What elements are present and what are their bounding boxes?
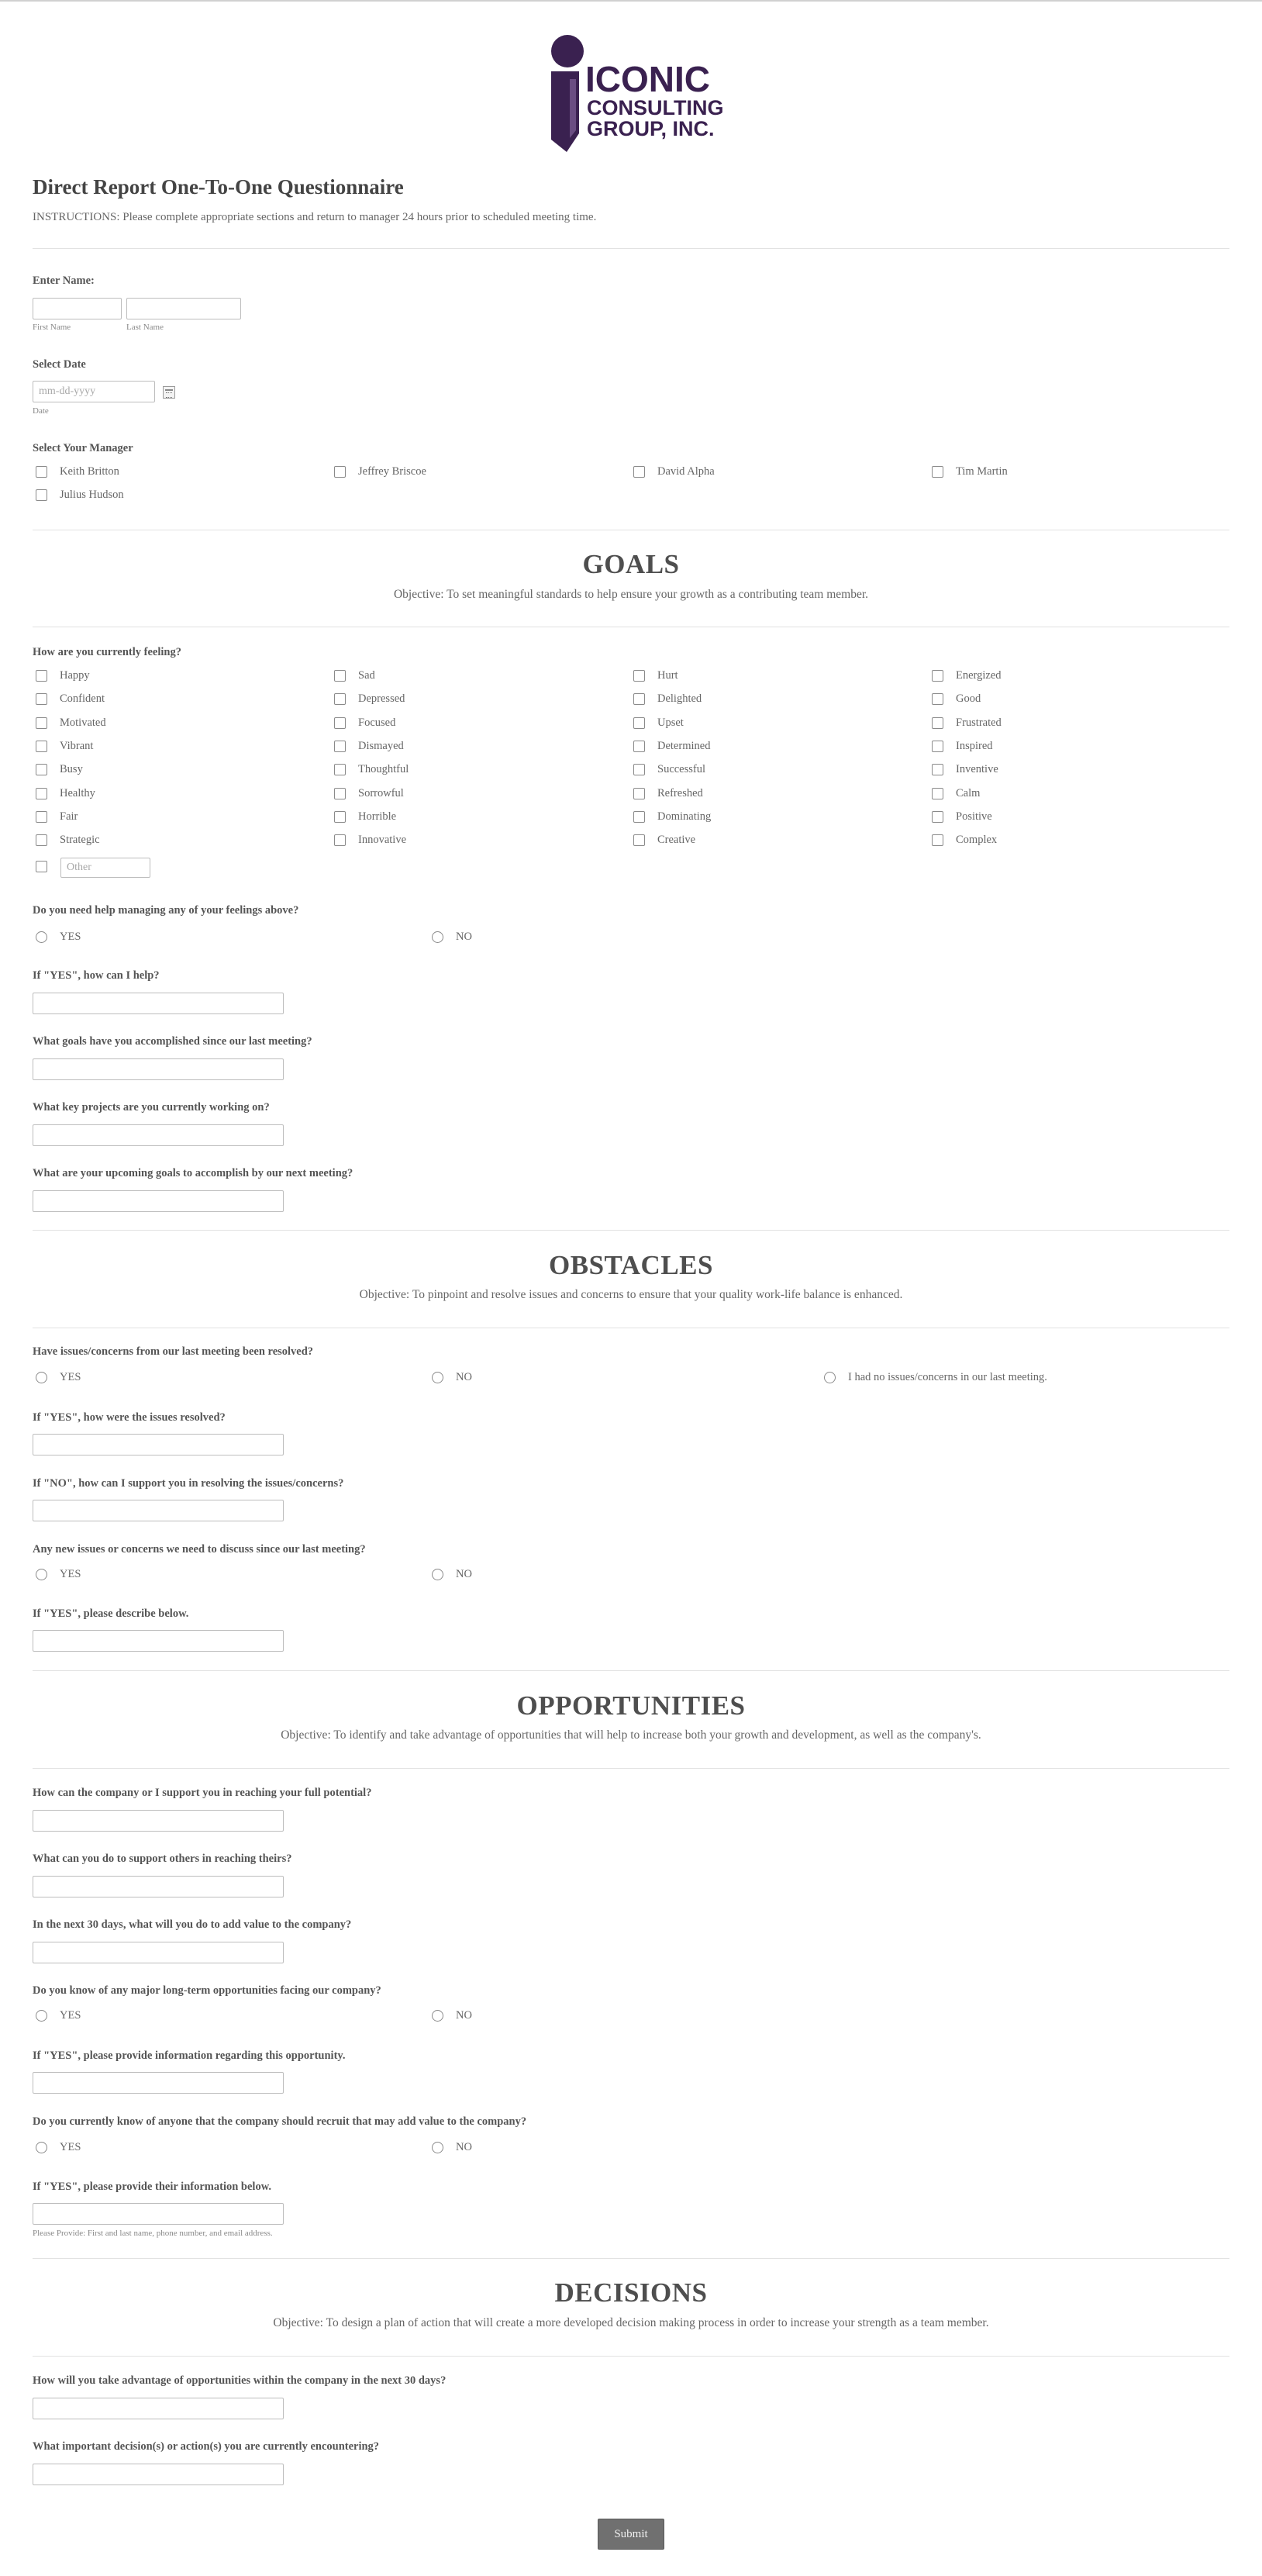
longterm-label: Do you know of any major long-term opportunities facing our company? <box>33 1984 381 1997</box>
feeling-option[interactable] <box>334 785 404 802</box>
checkbox[interactable] <box>334 811 346 823</box>
opportunities-heading: OPPORTUNITIES <box>516 1690 746 1721</box>
recruit-info-label: If "YES", please provide their information below. <box>33 2181 271 2193</box>
next-30-days-label: In the next 30 days, what will you do to add value to the company? <box>33 1918 352 1931</box>
feeling-label: Thoughtful <box>358 762 409 775</box>
checkbox[interactable] <box>334 670 346 682</box>
opp-info-label: If "YES", please provide information regarding this opportunity. <box>33 2049 346 2062</box>
projects-field[interactable] <box>33 1124 284 1146</box>
feeling-option[interactable] <box>932 831 997 848</box>
feeling-option[interactable] <box>36 667 90 684</box>
feeling-label: Depressed <box>358 692 405 705</box>
feeling-option[interactable] <box>36 737 93 754</box>
projects-label: What key projects are you currently working on? <box>33 1101 270 1114</box>
longterm-yes-option[interactable]: YES <box>36 2007 81 2024</box>
radio-button[interactable] <box>36 931 47 943</box>
checkbox[interactable] <box>633 693 645 705</box>
first-name-sublabel: First Name <box>33 323 71 332</box>
resolved-no-option[interactable]: NO <box>432 1369 472 1386</box>
help-yes-option[interactable]: YES <box>36 928 81 945</box>
opp-info-field[interactable] <box>33 2072 284 2094</box>
feeling-option[interactable] <box>633 785 703 802</box>
new-issues-label: Any new issues or concerns we need to discuss since our last meeting? <box>33 1543 366 1556</box>
obstacles-heading: OBSTACLES <box>549 1250 713 1280</box>
checkbox[interactable] <box>633 764 645 775</box>
feeling-label: Calm <box>956 786 981 799</box>
how-resolved-label: If "YES", how were the issues resolved? <box>33 1411 226 1424</box>
feeling-label: Busy <box>60 762 83 775</box>
divider <box>33 2356 1229 2357</box>
feeling-option[interactable] <box>36 714 106 731</box>
feeling-label: Positive <box>956 810 992 823</box>
manager-option[interactable]: Tim Martin <box>932 463 1008 480</box>
radio-button[interactable] <box>36 1372 47 1383</box>
feeling-option[interactable] <box>36 831 100 848</box>
advantage-input[interactable] <box>33 2398 283 2419</box>
important-decisions-input[interactable] <box>33 2464 283 2484</box>
feeling-option[interactable] <box>334 690 405 707</box>
help-no-option[interactable]: NO <box>432 928 472 945</box>
checkbox[interactable] <box>932 670 943 682</box>
checkbox[interactable] <box>36 466 47 478</box>
feeling-label: Fair <box>60 810 78 823</box>
feeling-option[interactable] <box>633 690 702 707</box>
obstacles-objective: Objective: To pinpoint and resolve issues and concerns to ensure that your quality work-life balance is enhanced. <box>359 1288 903 1301</box>
svg-text:ICONIC: ICONIC <box>585 59 710 99</box>
checkbox[interactable] <box>633 717 645 729</box>
checkbox[interactable] <box>334 834 346 846</box>
checkbox[interactable] <box>633 811 645 823</box>
feeling-label: Creative <box>657 833 696 846</box>
feeling-label: Strategic <box>60 833 100 846</box>
feeling-option[interactable] <box>36 761 83 778</box>
svg-text:CONSULTING: CONSULTING <box>587 96 724 119</box>
feeling-option[interactable] <box>633 808 711 825</box>
radio-button[interactable] <box>36 1569 47 1580</box>
decisions-heading: DECISIONS <box>554 2277 708 2308</box>
resolved-none-option[interactable]: I had no issues/concerns in our last meeting. <box>824 1369 1047 1386</box>
feeling-label: Confident <box>60 692 105 705</box>
goals-objective: Objective: To set meaningful standards to help ensure your growth as a contributing team member. <box>393 588 868 601</box>
how-resolved-field[interactable] <box>33 1434 284 1455</box>
opp-info-input[interactable] <box>33 2073 283 2093</box>
last-name-sublabel: Last Name <box>126 323 164 332</box>
feeling-option[interactable] <box>932 667 1002 684</box>
feeling-option[interactable] <box>36 808 78 825</box>
checkbox[interactable] <box>36 861 47 872</box>
radio-button[interactable] <box>432 2010 443 2022</box>
top-border <box>0 0 1262 2</box>
radio-button[interactable] <box>432 931 443 943</box>
goals-heading: GOALS <box>582 549 680 579</box>
checkbox[interactable] <box>932 741 943 752</box>
new-issues-no-option[interactable]: NO <box>432 1566 472 1583</box>
checkbox[interactable] <box>633 670 645 682</box>
feeling-other-field[interactable] <box>60 858 150 878</box>
feeling-label: Sorrowful <box>358 786 404 799</box>
feeling-label: Inventive <box>956 762 998 775</box>
how-help-field[interactable] <box>33 993 284 1014</box>
how-resolved-input[interactable] <box>33 1435 283 1455</box>
checkbox[interactable] <box>932 717 943 729</box>
feeling-label: Happy <box>60 668 90 682</box>
feeling-option[interactable] <box>334 808 396 825</box>
feeling-label: Inspired <box>956 739 993 752</box>
feeling-option[interactable] <box>36 690 105 707</box>
feeling-label: Motivated <box>60 716 106 729</box>
feeling-label: Successful <box>657 762 706 775</box>
feeling-option[interactable] <box>633 667 678 684</box>
svg-text:GROUP, INC.: GROUP, INC. <box>587 117 715 140</box>
feeling-label: Healthy <box>60 786 95 799</box>
recruit-no-option[interactable]: NO <box>432 2139 472 2156</box>
advantage-label: How will you take advantage of opportunities within the company in the next 30 days? <box>33 2374 447 2387</box>
checkbox[interactable] <box>36 670 47 682</box>
feeling-label: Dismayed <box>358 739 404 752</box>
last-name-input[interactable] <box>127 299 240 319</box>
feeling-option[interactable] <box>334 761 409 778</box>
support-resolving-field[interactable] <box>33 1500 284 1521</box>
checkbox[interactable] <box>334 717 346 729</box>
feeling-label: How are you currently feeling? <box>33 646 181 658</box>
checkbox[interactable] <box>36 717 47 729</box>
radio-button[interactable] <box>36 2010 47 2022</box>
checkbox[interactable] <box>932 466 943 478</box>
radio-button[interactable] <box>432 1372 443 1383</box>
checkbox[interactable] <box>932 834 943 846</box>
checkbox[interactable] <box>334 788 346 799</box>
accomplished-input[interactable] <box>33 1059 283 1079</box>
form-instructions: INSTRUCTIONS: Please complete appropriate sections and return to manager 24 hours prior to scheduled meeting time. <box>33 211 597 223</box>
potential-input[interactable] <box>33 1811 283 1831</box>
feeling-label: Good <box>956 692 981 705</box>
recruit-info-input[interactable] <box>33 2204 283 2224</box>
feeling-option[interactable] <box>36 785 95 802</box>
help-feelings-label: Do you need help managing any of your feelings above? <box>33 904 299 917</box>
checkbox[interactable] <box>932 764 943 775</box>
upcoming-goals-field[interactable] <box>33 1190 284 1212</box>
feeling-other-option[interactable] <box>36 858 60 875</box>
divider <box>33 1768 1229 1769</box>
checkbox[interactable] <box>334 693 346 705</box>
advantage-field[interactable] <box>33 2398 284 2419</box>
feeling-option[interactable] <box>932 690 981 707</box>
last-name-field[interactable] <box>126 298 241 319</box>
checkbox[interactable] <box>36 788 47 799</box>
describe-label: If "YES", please describe below. <box>33 1607 189 1620</box>
feeling-option[interactable] <box>334 714 395 731</box>
feeling-option[interactable] <box>633 831 695 848</box>
date-field[interactable] <box>33 381 155 402</box>
feeling-option[interactable] <box>932 737 993 754</box>
feeling-option[interactable] <box>633 761 705 778</box>
recruit-yes-option[interactable]: YES <box>36 2139 81 2156</box>
support-resolving-label: If "NO", how can I support you in resolving the issues/concerns? <box>33 1477 344 1490</box>
feeling-label: Hurt <box>657 668 678 682</box>
radio-button[interactable] <box>824 1372 836 1383</box>
checkbox[interactable] <box>36 741 47 752</box>
opportunities-objective: Objective: To identify and take advantage of opportunities that will help to increase both your growth and development, as well as the company's. <box>281 1728 981 1742</box>
checkbox[interactable] <box>36 811 47 823</box>
resolved-label: Have issues/concerns from our last meeting been resolved? <box>33 1345 314 1358</box>
feeling-option[interactable] <box>334 667 375 684</box>
describe-field[interactable] <box>33 1630 284 1652</box>
feeling-option[interactable] <box>932 714 1002 731</box>
decisions-objective: Objective: To design a plan of action that will create a more developed decision making process in order to increase your strength as a team member. <box>273 2316 989 2329</box>
form-title: Direct Report One-To-One Questionnaire <box>33 175 404 199</box>
resolved-yes-option[interactable]: YES <box>36 1369 81 1386</box>
feeling-label: Innovative <box>358 833 407 846</box>
checkbox[interactable] <box>334 741 346 752</box>
new-issues-yes-option[interactable]: YES <box>36 1566 81 1583</box>
longterm-no-option[interactable]: NO <box>432 2007 472 2024</box>
recruit-info-field[interactable] <box>33 2203 284 2225</box>
first-name-input[interactable] <box>33 299 121 319</box>
feeling-option[interactable] <box>932 808 992 825</box>
feeling-label: Dominating <box>657 810 712 823</box>
checkbox[interactable] <box>633 834 645 846</box>
feeling-label: Horrible <box>358 810 397 823</box>
important-decisions-label: What important decision(s) or action(s) you are currently encountering? <box>33 2440 380 2453</box>
radio-button[interactable] <box>36 2142 47 2153</box>
checkbox[interactable] <box>633 788 645 799</box>
next-30-days-field[interactable] <box>33 1942 284 1963</box>
projects-input[interactable] <box>33 1125 283 1145</box>
feeling-label: Determined <box>657 739 711 752</box>
checkbox[interactable] <box>36 764 47 775</box>
support-others-field[interactable] <box>33 1876 284 1897</box>
feeling-label: Focused <box>358 716 396 729</box>
submit-button[interactable]: Submit <box>598 2519 664 2550</box>
feeling-label: Vibrant <box>60 739 94 752</box>
divider <box>33 248 1229 249</box>
feeling-option[interactable] <box>932 785 980 802</box>
divider <box>33 2258 1229 2259</box>
recruit-label: Do you currently know of anyone that the company should recruit that may add value to the company? <box>33 2115 527 2128</box>
how-help-input[interactable] <box>33 993 283 1013</box>
feeling-option[interactable] <box>932 761 998 778</box>
checkbox[interactable] <box>932 693 943 705</box>
calendar-icon[interactable] <box>163 386 175 399</box>
recruit-hint: Please Provide: First and last name, phone number, and email address. <box>33 2229 273 2238</box>
divider <box>33 1670 1229 1671</box>
upcoming-goals-input[interactable] <box>33 1191 283 1211</box>
upcoming-goals-label: What are your upcoming goals to accomplish by our next meeting? <box>33 1167 353 1179</box>
manager-option[interactable]: Julius Hudson <box>36 486 124 503</box>
feeling-label: Frustrated <box>956 716 1002 729</box>
checkbox[interactable] <box>36 693 47 705</box>
date-input[interactable] <box>33 382 154 402</box>
manager-option[interactable]: David Alpha <box>633 463 715 480</box>
checkbox[interactable] <box>932 811 943 823</box>
potential-label: How can the company or I support you in reaching your full potential? <box>33 1787 372 1799</box>
radio-button[interactable] <box>432 2142 443 2153</box>
accomplished-field[interactable] <box>33 1058 284 1080</box>
checkbox[interactable] <box>633 466 645 478</box>
feeling-label: Sad <box>358 668 375 682</box>
checkbox[interactable] <box>36 489 47 501</box>
checkbox[interactable] <box>334 764 346 775</box>
feeling-label: Upset <box>657 716 684 729</box>
checkbox[interactable] <box>633 741 645 752</box>
manager-option[interactable]: Jeffrey Briscoe <box>334 463 426 480</box>
divider <box>33 1230 1229 1231</box>
how-help-label: If "YES", how can I help? <box>33 969 160 982</box>
manager-label: Select Your Manager <box>33 442 133 454</box>
feeling-label: Delighted <box>657 692 702 705</box>
next-30-days-input[interactable] <box>33 1942 283 1963</box>
describe-input[interactable] <box>33 1631 283 1651</box>
support-others-input[interactable] <box>33 1877 283 1897</box>
checkbox[interactable] <box>932 788 943 799</box>
company-logo <box>550 34 751 152</box>
support-resolving-input[interactable] <box>33 1500 283 1521</box>
feelings-grid <box>33 667 1229 853</box>
manager-option[interactable]: Keith Britton <box>36 463 119 480</box>
feeling-label: Refreshed <box>657 786 703 799</box>
support-others-label: What can you do to support others in reaching theirs? <box>33 1853 292 1865</box>
feeling-option[interactable] <box>334 737 404 754</box>
feeling-option[interactable] <box>633 714 684 731</box>
date-label: Select Date <box>33 358 86 371</box>
date-sublabel: Date <box>33 406 49 416</box>
checkbox[interactable] <box>36 834 47 846</box>
feeling-other-input[interactable] <box>61 858 150 877</box>
important-decisions-field[interactable] <box>33 2464 284 2485</box>
radio-button[interactable] <box>432 1569 443 1580</box>
feeling-option[interactable] <box>334 831 406 848</box>
feeling-option[interactable] <box>633 737 710 754</box>
feeling-label: Complex <box>956 833 998 846</box>
accomplished-label: What goals have you accomplished since our last meeting? <box>33 1035 312 1048</box>
feeling-label: Energized <box>956 668 1002 682</box>
first-name-field[interactable] <box>33 298 122 319</box>
name-label: Enter Name: <box>33 275 95 287</box>
checkbox[interactable] <box>334 466 346 478</box>
potential-field[interactable] <box>33 1810 284 1832</box>
